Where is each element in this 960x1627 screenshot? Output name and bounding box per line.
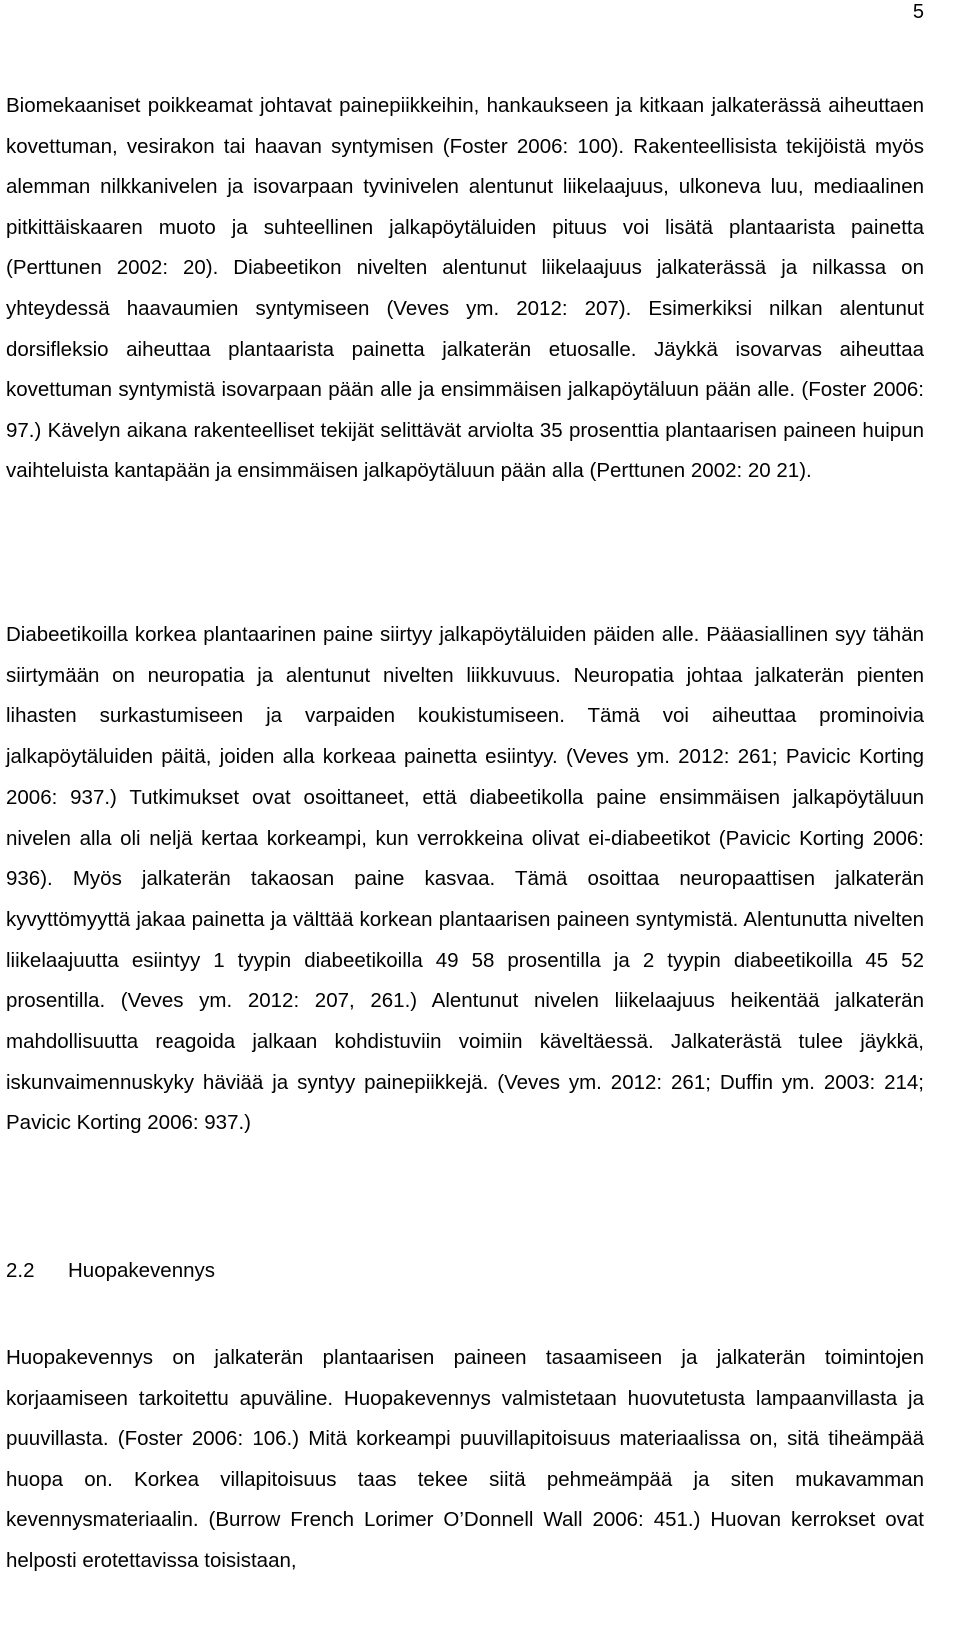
section-title: Huopakevennys	[68, 1259, 216, 1282]
section-heading	[6, 1251, 215, 1291]
paragraph-plantar-pressure: Diabeetikoilla korkea plantaarinen paine siirtyy jalkapöytäluiden päiden alle. Pääasiallinen syy tähän siirtymään on neuropatia ja alentunut nivelten liikkuvuus. Neuropatia johtaa jalkaterän pienten lihasten surkastumiseen ja varpaiden koukistumiseen. Tämä voi aiheuttaa prominoivia jalkapöytäluiden päitä, joiden alla korkeaa painetta esiintyy. (Veves ym. 2012: 261; Pavicic Korting 2006: 937.) Tutkimukset ovat osoittaneet, että diabeetikolla paine ensimmäisen jalkapöytäluun nivelen alla oli neljä kertaa korkeampi, kun verrokkeina olivat ei-diabeetikot (Pavicic Korting 2006: 936). Myös jalkaterän takaosan paine kasvaa. Tämä osoittaa neuropaattisen jalkaterän kyvyttömyyttä jakaa painetta ja välttää korkean plantaarisen paineen syntymistä. Alentunutta nivelten liikelaajuutta esiintyy 1 tyypin diabeetikoilla 49 58 prosentilla ja 2 tyypin diabeetikoilla 45 52 prosentilla. (Veves ym. 2012: 207, 261.) Alentunut nivelen liikelaajuus heikentää jalkaterän mahdollisuutta reagoida jalkaan kohdistuviin voimiin käveltäessä. Jalkaterästä tulee jäykkä, iskunvaimennuskyky häviää ja syntyy painepiikkejä. (Veves ym. 2012: 261; Duffin ym. 2003: 214; Pavicic Korting 2006: 937.)	[6, 623, 924, 1135]
page-number: 5	[912, 1, 924, 23]
section-number: 2.2	[6, 1259, 35, 1282]
paragraph-felt-padding: Huopakevennys on jalkaterän plantaarisen paineen tasaamiseen ja jalkaterän toimintojen korjaamiseen tarkoitettu apuväline. Huopakevennys valmistetaan huovutetusta lampaanvillasta ja puuvillasta. (Foster 2006: 106.) Mitä korkeampi puuvillapitoisuus materiaalissa on, sitä tiheämpää huopa on. Korkea villapitoisuus taas tekee siitä pehmeämpää ja siten mukavamman kevennysmateriaalin. (Burrow French Lorimer O’Donnell Wall 2006: 451.) Huovan kerrokset ovat helposti erotettavissa toisistaan,	[6, 1346, 924, 1572]
paragraph-biomechanics: Biomekaaniset poikkeamat johtavat painepiikkeihin, hankaukseen ja kitkaan jalkaterässä aiheuttaen kovettuman, vesirakon tai haavan syntymisen (Foster 2006: 100). Rakenteellisista tekijöistä myös alemman nilkkanivelen ja isovarpaan tyvinivelen alentunut liikelaajuus, ulkoneva luu, mediaalinen pitkittäiskaaren muoto ja suhteellinen jalkapöytäluiden pituus voi lisätä plantaarista painetta (Perttunen 2002: 20). Diabeetikon nivelten alentunut liikelaajuus jalkaterässä ja nilkassa on yhteydessä haavaumien syntymiseen (Veves ym. 2012: 207). Esimerkiksi nilkan alentunut dorsifleksio aiheuttaa plantaarista painetta jalkaterän etuosalle. Jäykkä isovarvas aiheuttaa kovettuman syntymistä isovarpaan pään alle ja ensimmäisen jalkapöytäluun pään alle. (Foster 2006: 97.) Kävelyn aikana rakenteelliset tekijät selittävät arviolta 35 prosenttia plantaarisen paineen huipun vaihteluista kantapään ja ensimmäisen jalkapöytäluun pään alla (Perttunen 2002: 20 21).	[6, 94, 924, 483]
